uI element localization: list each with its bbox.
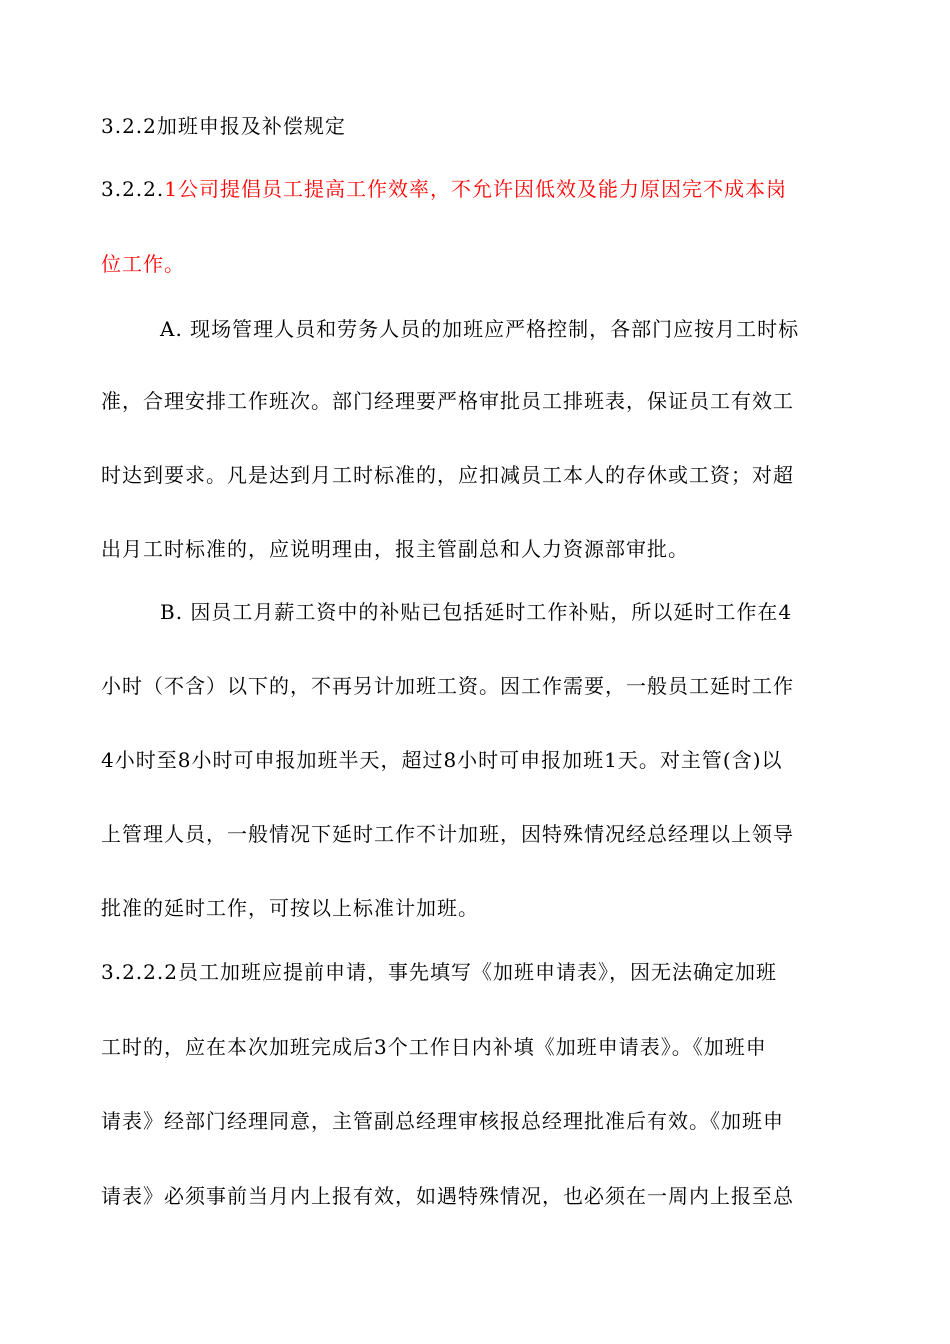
paragraph-line: 3.2.2.2员工加班应提前申请，事先填写《加班申请表》，因无法确定加班 [101, 960, 777, 984]
highlighted-text: 1公司提倡员工提高工作效率，不允许因低效及能力原因完不成本岗 [164, 177, 787, 201]
paragraph-line [101, 175, 787, 203]
paragraph-line: B. 因员工月薪工资中的补贴已包括延时工作补贴，所以延时工作在4 [160, 600, 793, 624]
clause-number: 3.2.2. [101, 177, 165, 201]
section-heading: 3.2.2加班申报及补偿规定 [101, 114, 346, 138]
paragraph-line: A. 现场管理人员和劳务人员的加班应严格控制，各部门应按月工时标 [160, 317, 800, 341]
paragraph-line: 4小时至8小时可申报加班半天，超过8小时可申报加班1天。对主管(含)以 [101, 748, 783, 772]
paragraph-line: 准，合理安排工作班次。部门经理要严格审批员工排班表，保证员工有效工 [101, 389, 794, 413]
paragraph-line: 工时的，应在本次加班完成后3个工作日内补填《加班申请表》。《加班申 [101, 1035, 767, 1059]
paragraph-line: 请表》经部门经理同意，主管副总经理审核报总经理批准后有效。《加班申 [101, 1109, 784, 1133]
paragraph-line: 时达到要求。凡是达到月工时标准的，应扣减员工本人的存休或工资；对超 [101, 463, 794, 487]
paragraph-line: 出月工时标准的，应说明理由，报主管副总和人力资源部审批。 [101, 537, 689, 561]
paragraph-line: 批准的延时工作，可按以上标准计加班。 [101, 896, 479, 920]
paragraph-line: 请表》必须事前当月内上报有效，如遇特殊情况，也必须在一周内上报至总 [101, 1184, 794, 1208]
paragraph-line: 上管理人员，一般情况下延时工作不计加班，因特殊情况经总经理以上领导 [101, 822, 794, 846]
highlighted-text: 位工作。 [101, 252, 185, 276]
paragraph-line: 小时（不含）以下的，不再另计加班工资。因工作需要，一般员工延时工作 [101, 674, 794, 698]
